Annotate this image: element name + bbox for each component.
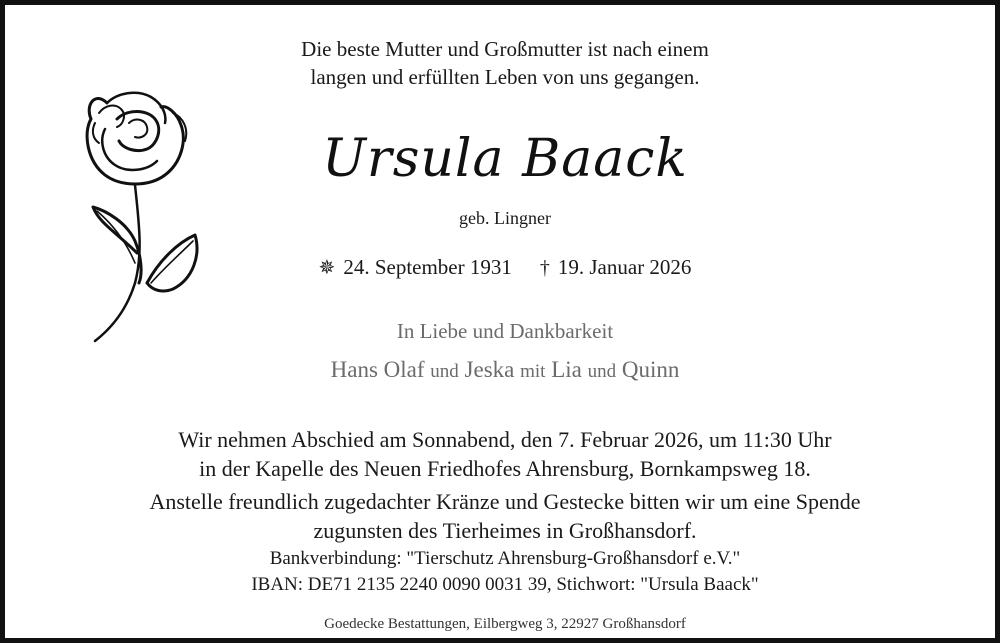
death-cross-icon: † <box>539 257 550 279</box>
birth-star-icon: ✵ <box>318 257 336 279</box>
intro-line-2: langen und erfüllten Leben von uns gegangen. <box>310 65 700 89</box>
life-dates <box>5 255 1000 280</box>
bank-line-1: Bankverbindung: "Tierschutz Ahrensburg-Großhansdorf e.V." <box>269 548 741 569</box>
mourners-intro: In Liebe und Dankbarkeit <box>396 319 614 343</box>
mourner-join: und <box>587 361 617 382</box>
service-line-2: in der Kapelle des Neuen Friedhofes Ahrensburg, Bornkampsweg 18. <box>199 456 811 481</box>
mourner-name: Quinn <box>621 357 680 382</box>
maiden-name: geb. Lingner <box>459 208 551 228</box>
intro-line-1: Die beste Mutter und Großmutter ist nach einem <box>301 37 709 61</box>
mourner-join: und <box>430 361 459 382</box>
deceased-name: Ursula Baack <box>322 129 688 189</box>
mourners-names <box>5 357 1000 383</box>
mourner-name: Lia <box>551 357 582 382</box>
service-line-1: Wir nehmen Abschied am Sonnabend, den 7. Februar 2026, um 11:30 Uhr <box>178 427 832 452</box>
mourner-name: Jeska <box>464 357 515 382</box>
donation-line-1: Anstelle freundlich zugedachter Kränze und Gestecke bitten wir um eine Spende <box>149 489 861 514</box>
undertaker-footer: Goedecke Bestattungen, Eilbergweg 3, 22927 Großhansdorf <box>324 616 686 632</box>
mourner-name: Hans Olaf <box>330 357 425 382</box>
death-date: 19. Januar 2026 <box>557 255 692 279</box>
bank-line-2: IBAN: DE71 2135 2240 0090 0031 39, Stichwort: "Ursula Baack" <box>251 574 759 595</box>
birth-date: 24. September 1931 <box>343 255 512 279</box>
mourner-join: mit <box>520 361 546 382</box>
donation-line-2: zugunsten des Tierheimes in Großhansdorf. <box>313 518 697 543</box>
